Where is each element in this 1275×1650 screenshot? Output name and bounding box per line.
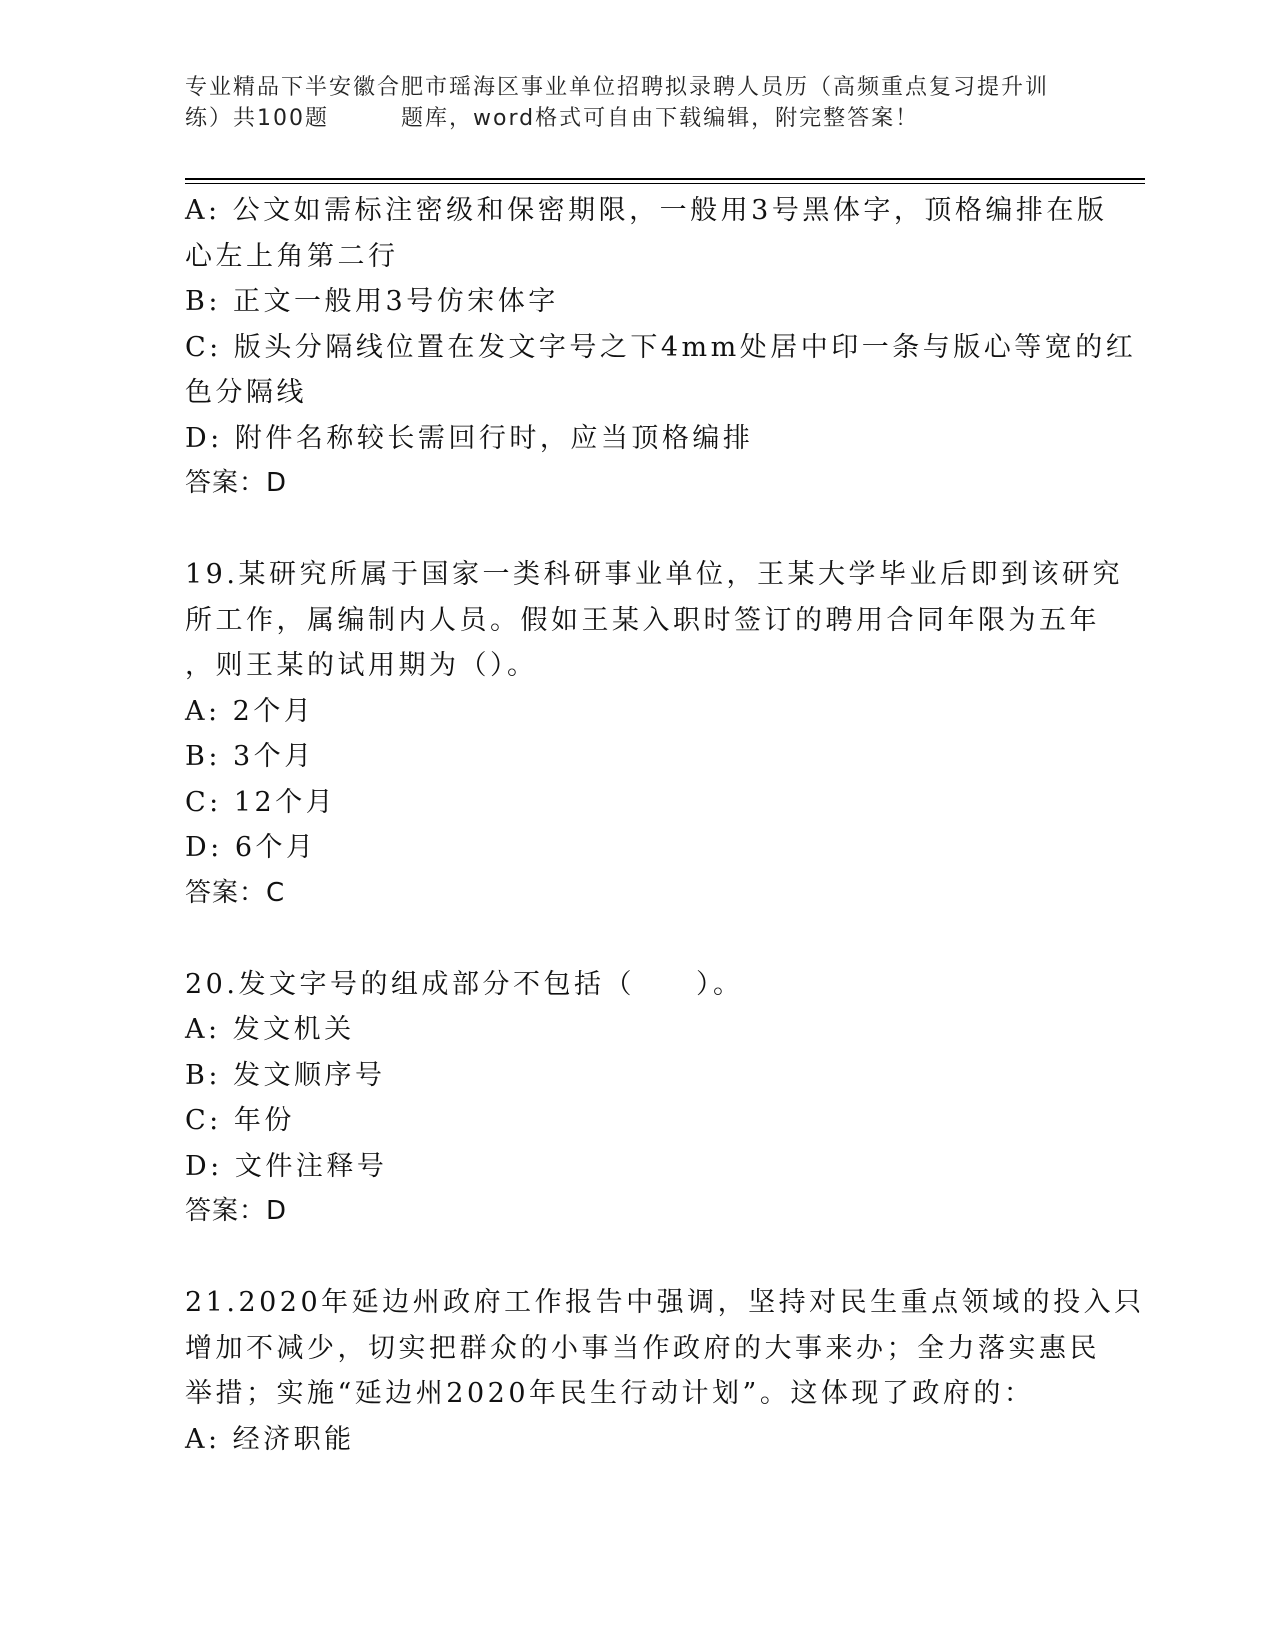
question-stem-line: 举措；实施“延边州2020年民生行动计划”。这体现了政府的：	[185, 1378, 1035, 1409]
question-stem-line: 21.2020年延边州政府工作报告中强调，坚持对民生重点领域的投入只	[185, 1287, 1145, 1318]
option-line: B: 发文顺序号	[185, 1059, 386, 1091]
option-line: 心左上角第二行	[185, 240, 399, 272]
question-stem-line: 20.发文字号的组成部分不包括（ ）。	[185, 968, 744, 1000]
header-title-line2-part2: 题库，word格式可自由下载编辑，附完整答案！	[401, 106, 920, 131]
document-header	[185, 72, 1085, 134]
option-line: C: 年份	[185, 1105, 295, 1136]
option-line: D: 6个月	[185, 832, 317, 863]
question-19	[185, 552, 1123, 916]
option-line: 色分隔线	[185, 377, 307, 408]
option-line: C: 12个月	[185, 786, 337, 818]
question-18	[185, 188, 1137, 507]
option-line: A: 经济职能	[185, 1423, 355, 1455]
question-21	[185, 1280, 1145, 1462]
header-title-line2	[185, 103, 1085, 134]
option-line: A: 公文如需标注密级和保密期限，一般用3号黑体字，顶格编排在版	[185, 195, 1108, 226]
option-line: C: 版头分隔线位置在发文字号之下4mm处居中印一条与版心等宽的红	[185, 331, 1137, 363]
header-rule-thick	[185, 178, 1145, 180]
question-stem-line: ，则王某的试用期为（）。	[185, 650, 538, 681]
question-list	[185, 188, 1145, 1462]
question-stem-line: 增加不减少，切实把群众的小事当作政府的大事来办；全力落实惠民	[185, 1332, 1100, 1364]
question-stem-line: 所工作，属编制内人员。假如王某入职时签订的聘用合同年限为五年	[185, 604, 1100, 636]
option-line: B: 3个月	[185, 741, 315, 772]
header-title-line2-part1: 练）共100题	[185, 106, 329, 131]
option-line: A: 发文机关	[185, 1014, 355, 1045]
question-20	[185, 962, 1085, 1235]
header-rule-thin	[185, 183, 1145, 184]
header-title-line1: 专业精品下半安徽合肥市瑶海区事业单位招聘拟录聘人员历（高频重点复习提升训	[185, 75, 1050, 100]
answer-line: 答案：C	[185, 877, 286, 908]
answer-line: 答案：D	[185, 1196, 288, 1226]
option-line: D: 附件名称较长需回行时，应当顶格编排	[185, 422, 754, 454]
option-line: D: 文件注释号	[185, 1150, 388, 1182]
option-line: A: 2个月	[185, 695, 315, 727]
answer-line: 答案：D	[185, 468, 288, 498]
option-line: B: 正文一般用3号仿宋体字	[185, 286, 559, 317]
question-stem-line: 19.某研究所属于国家一类科研事业单位，王某大学毕业后即到该研究	[185, 559, 1123, 590]
